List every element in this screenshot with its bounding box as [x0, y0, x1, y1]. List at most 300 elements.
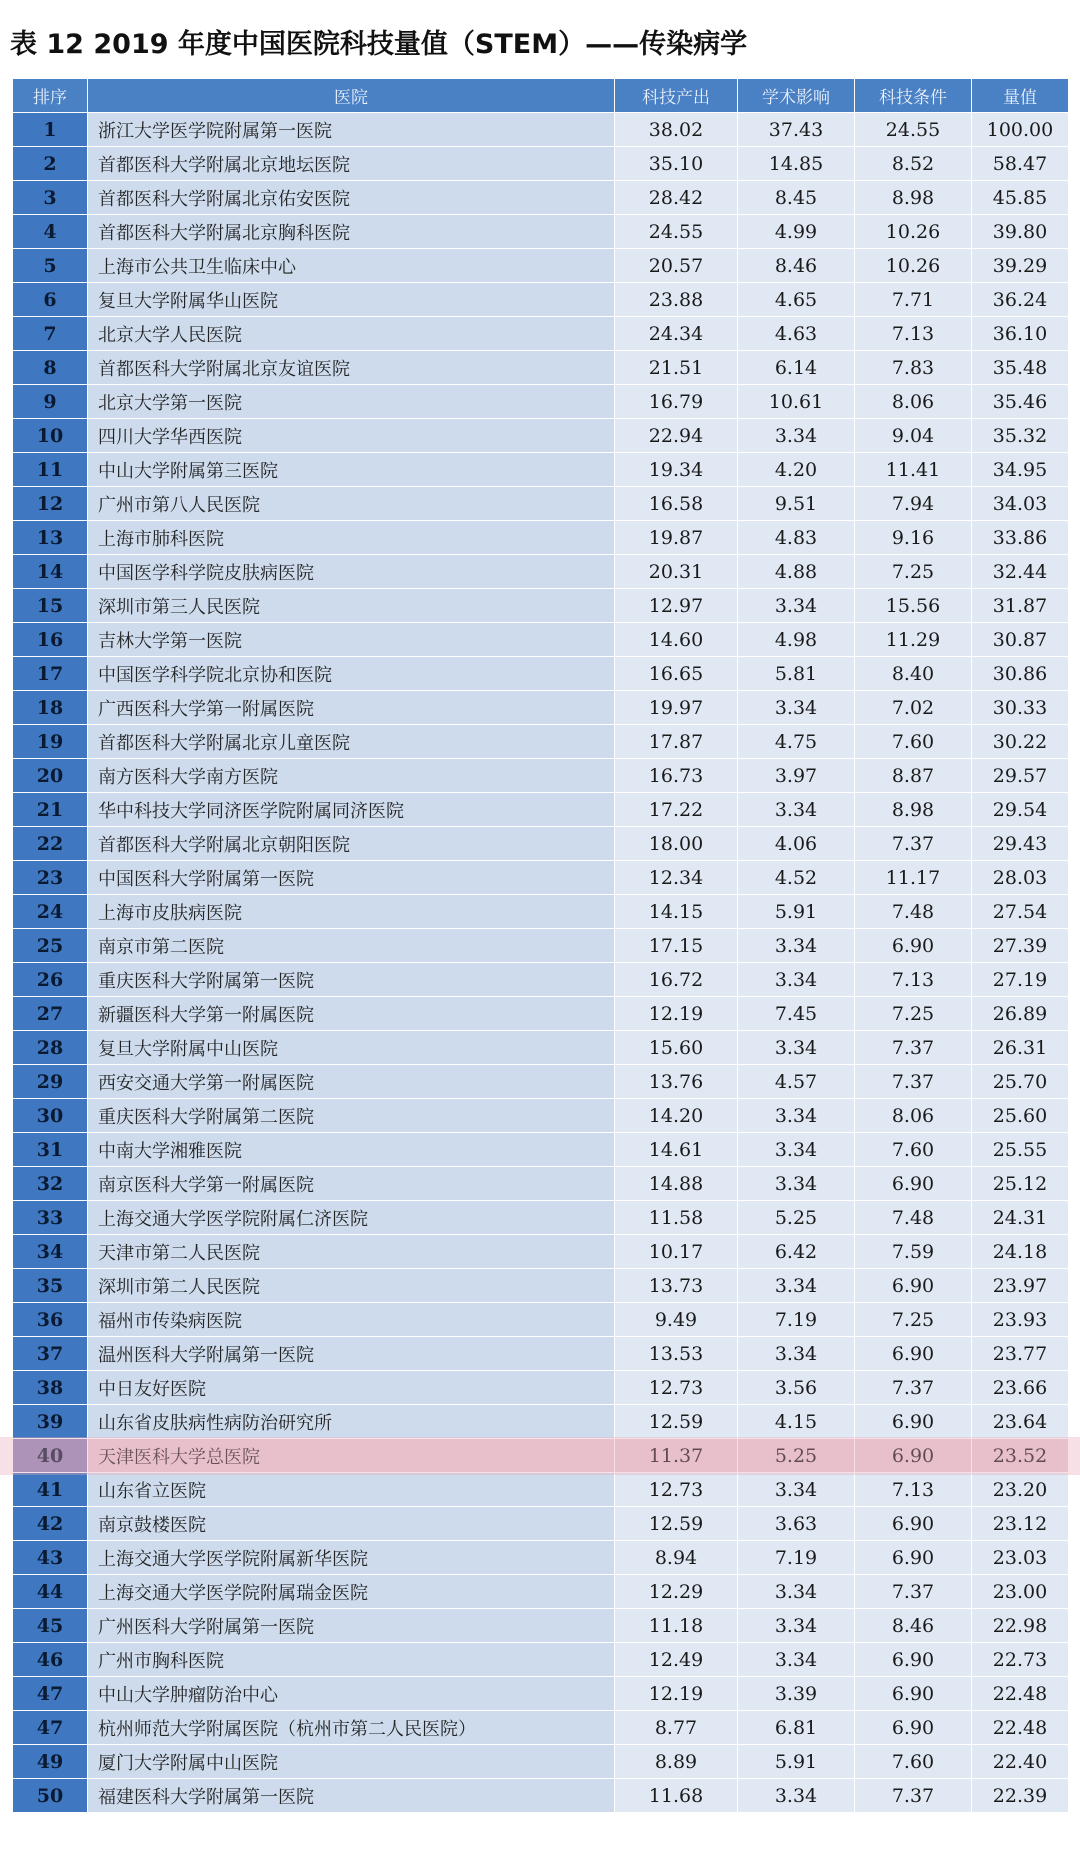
hospital-name-cell: 首都医科大学附属北京友谊医院	[88, 351, 615, 385]
output-cell: 13.76	[615, 1065, 738, 1099]
influence-cell: 4.99	[738, 215, 855, 249]
output-cell: 8.94	[615, 1541, 738, 1575]
hospital-name-cell: 上海交通大学医学院附属瑞金医院	[88, 1575, 615, 1609]
conditions-cell: 9.04	[855, 419, 972, 453]
output-cell: 24.34	[615, 317, 738, 351]
hospital-name-cell: 广州医科大学附属第一医院	[88, 1609, 615, 1643]
value-cell: 34.95	[972, 453, 1069, 487]
hospital-name-cell: 华中科技大学同济医学院附属同济医院	[88, 793, 615, 827]
rank-cell: 35	[13, 1269, 88, 1303]
table-row	[13, 283, 1069, 317]
rank-cell: 5	[13, 249, 88, 283]
influence-cell: 3.97	[738, 759, 855, 793]
hospital-name-cell: 上海交通大学医学院附属仁济医院	[88, 1201, 615, 1235]
conditions-cell: 7.37	[855, 827, 972, 861]
table-header-row	[13, 79, 1069, 113]
output-cell: 20.31	[615, 555, 738, 589]
value-cell: 23.97	[972, 1269, 1069, 1303]
conditions-cell: 6.90	[855, 1677, 972, 1711]
value-cell: 23.93	[972, 1303, 1069, 1337]
hospital-name-cell: 南京市第二医院	[88, 929, 615, 963]
table-row	[13, 725, 1069, 759]
table-row	[13, 963, 1069, 997]
rank-cell: 39	[13, 1405, 88, 1439]
influence-cell: 8.46	[738, 249, 855, 283]
influence-cell: 4.20	[738, 453, 855, 487]
ranking-table-container	[12, 78, 1068, 1813]
table-row	[13, 1099, 1069, 1133]
rank-cell: 30	[13, 1099, 88, 1133]
conditions-cell: 24.55	[855, 113, 972, 147]
header-output: 科技产出	[615, 79, 738, 113]
influence-cell: 6.14	[738, 351, 855, 385]
influence-cell: 3.34	[738, 1269, 855, 1303]
rank-cell: 33	[13, 1201, 88, 1235]
rank-cell: 15	[13, 589, 88, 623]
hospital-name-cell: 山东省皮肤病性病防治研究所	[88, 1405, 615, 1439]
rank-cell: 45	[13, 1609, 88, 1643]
rank-cell: 2	[13, 147, 88, 181]
hospital-name-cell: 新疆医科大学第一附属医院	[88, 997, 615, 1031]
conditions-cell: 6.90	[855, 1405, 972, 1439]
value-cell: 24.31	[972, 1201, 1069, 1235]
conditions-cell: 7.37	[855, 1065, 972, 1099]
conditions-cell: 6.90	[855, 1643, 972, 1677]
value-cell: 22.48	[972, 1677, 1069, 1711]
hospital-name-cell: 温州医科大学附属第一医院	[88, 1337, 615, 1371]
output-cell: 14.60	[615, 623, 738, 657]
output-cell: 12.49	[615, 1643, 738, 1677]
influence-cell: 14.85	[738, 147, 855, 181]
rank-cell: 50	[13, 1779, 88, 1813]
rank-cell: 43	[13, 1541, 88, 1575]
conditions-cell: 7.02	[855, 691, 972, 725]
table-row	[13, 1405, 1069, 1439]
value-cell: 35.46	[972, 385, 1069, 419]
table-row	[13, 215, 1069, 249]
rank-cell: 41	[13, 1473, 88, 1507]
hospital-name-cell: 首都医科大学附属北京佑安医院	[88, 181, 615, 215]
value-cell: 58.47	[972, 147, 1069, 181]
rank-cell: 16	[13, 623, 88, 657]
conditions-cell: 7.37	[855, 1031, 972, 1065]
table-row	[13, 1269, 1069, 1303]
hospital-name-cell: 浙江大学医学院附属第一医院	[88, 113, 615, 147]
conditions-cell: 7.60	[855, 1745, 972, 1779]
output-cell: 16.72	[615, 963, 738, 997]
hospital-name-cell: 北京大学人民医院	[88, 317, 615, 351]
rank-cell: 20	[13, 759, 88, 793]
hospital-name-cell: 中国医科大学附属第一医院	[88, 861, 615, 895]
conditions-cell: 8.87	[855, 759, 972, 793]
table-row	[13, 181, 1069, 215]
value-cell: 22.98	[972, 1609, 1069, 1643]
hospital-name-cell: 福建医科大学附属第一医院	[88, 1779, 615, 1813]
table-row	[13, 1745, 1069, 1779]
hospital-name-cell: 中国医学科学院北京协和医院	[88, 657, 615, 691]
value-cell: 24.18	[972, 1235, 1069, 1269]
rank-cell: 34	[13, 1235, 88, 1269]
rank-cell: 24	[13, 895, 88, 929]
influence-cell: 3.34	[738, 589, 855, 623]
influence-cell: 3.34	[738, 1473, 855, 1507]
influence-cell: 9.51	[738, 487, 855, 521]
output-cell: 12.29	[615, 1575, 738, 1609]
output-cell: 19.97	[615, 691, 738, 725]
output-cell: 23.88	[615, 283, 738, 317]
value-cell: 34.03	[972, 487, 1069, 521]
rank-cell: 27	[13, 997, 88, 1031]
output-cell: 14.61	[615, 1133, 738, 1167]
conditions-cell: 7.37	[855, 1575, 972, 1609]
table-row	[13, 691, 1069, 725]
rank-cell: 38	[13, 1371, 88, 1405]
conditions-cell: 7.37	[855, 1371, 972, 1405]
rank-cell: 9	[13, 385, 88, 419]
hospital-name-cell: 首都医科大学附属北京儿童医院	[88, 725, 615, 759]
output-cell: 18.00	[615, 827, 738, 861]
conditions-cell: 8.46	[855, 1609, 972, 1643]
influence-cell: 6.81	[738, 1711, 855, 1745]
hospital-name-cell: 南京鼓楼医院	[88, 1507, 615, 1541]
rank-cell: 1	[13, 113, 88, 147]
rank-cell: 13	[13, 521, 88, 555]
conditions-cell: 11.17	[855, 861, 972, 895]
table-body	[13, 113, 1069, 1813]
rank-cell: 36	[13, 1303, 88, 1337]
conditions-cell: 7.25	[855, 997, 972, 1031]
hospital-name-cell: 中山大学附属第三医院	[88, 453, 615, 487]
influence-cell: 5.91	[738, 895, 855, 929]
hospital-name-cell: 吉林大学第一医院	[88, 623, 615, 657]
influence-cell: 5.81	[738, 657, 855, 691]
conditions-cell: 7.48	[855, 895, 972, 929]
table-row	[13, 1507, 1069, 1541]
influence-cell: 4.65	[738, 283, 855, 317]
conditions-cell: 7.94	[855, 487, 972, 521]
conditions-cell: 8.98	[855, 181, 972, 215]
output-cell: 15.60	[615, 1031, 738, 1065]
table-row	[13, 1541, 1069, 1575]
value-cell: 22.40	[972, 1745, 1069, 1779]
output-cell: 19.34	[615, 453, 738, 487]
conditions-cell: 7.37	[855, 1779, 972, 1813]
output-cell: 20.57	[615, 249, 738, 283]
value-cell: 25.12	[972, 1167, 1069, 1201]
output-cell: 8.89	[615, 1745, 738, 1779]
hospital-name-cell: 复旦大学附属中山医院	[88, 1031, 615, 1065]
ranking-table	[12, 78, 1069, 1813]
table-row	[13, 555, 1069, 589]
influence-cell: 7.19	[738, 1541, 855, 1575]
influence-cell: 6.42	[738, 1235, 855, 1269]
rank-cell: 37	[13, 1337, 88, 1371]
value-cell: 31.87	[972, 589, 1069, 623]
influence-cell: 3.34	[738, 1099, 855, 1133]
rank-cell: 29	[13, 1065, 88, 1099]
hospital-name-cell: 南方医科大学南方医院	[88, 759, 615, 793]
influence-cell: 4.15	[738, 1405, 855, 1439]
rank-cell: 47	[13, 1677, 88, 1711]
influence-cell: 3.34	[738, 1779, 855, 1813]
output-cell: 12.59	[615, 1507, 738, 1541]
hospital-name-cell: 四川大学华西医院	[88, 419, 615, 453]
influence-cell: 3.34	[738, 963, 855, 997]
conditions-cell: 7.48	[855, 1201, 972, 1235]
value-cell: 26.31	[972, 1031, 1069, 1065]
table-row	[13, 1677, 1069, 1711]
hospital-name-cell: 中山大学肿瘤防治中心	[88, 1677, 615, 1711]
output-cell: 14.20	[615, 1099, 738, 1133]
output-cell: 10.17	[615, 1235, 738, 1269]
value-cell: 25.70	[972, 1065, 1069, 1099]
value-cell: 36.10	[972, 317, 1069, 351]
conditions-cell: 10.26	[855, 249, 972, 283]
table-row	[13, 793, 1069, 827]
conditions-cell: 8.98	[855, 793, 972, 827]
influence-cell: 7.45	[738, 997, 855, 1031]
table-row	[13, 113, 1069, 147]
hospital-name-cell: 上海市公共卫生临床中心	[88, 249, 615, 283]
influence-cell: 3.34	[738, 1643, 855, 1677]
conditions-cell: 15.56	[855, 589, 972, 623]
influence-cell: 3.34	[738, 929, 855, 963]
value-cell: 29.57	[972, 759, 1069, 793]
conditions-cell: 7.13	[855, 1473, 972, 1507]
value-cell: 27.54	[972, 895, 1069, 929]
table-row	[13, 1031, 1069, 1065]
hospital-name-cell: 复旦大学附属华山医院	[88, 283, 615, 317]
output-cell: 38.02	[615, 113, 738, 147]
rank-cell: 47	[13, 1711, 88, 1745]
value-cell: 30.22	[972, 725, 1069, 759]
influence-cell: 3.34	[738, 1609, 855, 1643]
table-row	[13, 317, 1069, 351]
hospital-name-cell: 首都医科大学附属北京胸科医院	[88, 215, 615, 249]
output-cell: 12.19	[615, 1677, 738, 1711]
output-cell: 17.15	[615, 929, 738, 963]
table-row	[13, 1575, 1069, 1609]
value-cell: 23.03	[972, 1541, 1069, 1575]
conditions-cell: 6.90	[855, 1507, 972, 1541]
table-row	[13, 521, 1069, 555]
value-cell: 100.00	[972, 113, 1069, 147]
hospital-name-cell: 南京医科大学第一附属医院	[88, 1167, 615, 1201]
value-cell: 23.77	[972, 1337, 1069, 1371]
output-cell: 17.87	[615, 725, 738, 759]
rank-cell: 26	[13, 963, 88, 997]
influence-cell: 3.63	[738, 1507, 855, 1541]
value-cell: 28.03	[972, 861, 1069, 895]
conditions-cell: 8.06	[855, 385, 972, 419]
header-value: 量值	[972, 79, 1069, 113]
conditions-cell: 6.90	[855, 1439, 972, 1473]
table-row	[13, 1711, 1069, 1745]
hospital-name-cell: 首都医科大学附属北京地坛医院	[88, 147, 615, 181]
influence-cell: 4.75	[738, 725, 855, 759]
rank-cell: 14	[13, 555, 88, 589]
table-row	[13, 419, 1069, 453]
output-cell: 8.77	[615, 1711, 738, 1745]
influence-cell: 4.57	[738, 1065, 855, 1099]
output-cell: 11.37	[615, 1439, 738, 1473]
value-cell: 23.52	[972, 1439, 1069, 1473]
rank-cell: 18	[13, 691, 88, 725]
conditions-cell: 8.40	[855, 657, 972, 691]
value-cell: 22.39	[972, 1779, 1069, 1813]
table-row	[13, 1473, 1069, 1507]
conditions-cell: 6.90	[855, 1541, 972, 1575]
conditions-cell: 6.90	[855, 1167, 972, 1201]
influence-cell: 4.63	[738, 317, 855, 351]
value-cell: 45.85	[972, 181, 1069, 215]
conditions-cell: 10.26	[855, 215, 972, 249]
rank-cell: 21	[13, 793, 88, 827]
table-row	[13, 589, 1069, 623]
table-row	[13, 249, 1069, 283]
table-row	[13, 1337, 1069, 1371]
conditions-cell: 6.90	[855, 929, 972, 963]
output-cell: 35.10	[615, 147, 738, 181]
output-cell: 14.88	[615, 1167, 738, 1201]
value-cell: 23.12	[972, 1507, 1069, 1541]
hospital-name-cell: 重庆医科大学附属第一医院	[88, 963, 615, 997]
value-cell: 35.32	[972, 419, 1069, 453]
hospital-name-cell: 山东省立医院	[88, 1473, 615, 1507]
table-row	[13, 1609, 1069, 1643]
hospital-name-cell: 西安交通大学第一附属医院	[88, 1065, 615, 1099]
hospital-name-cell: 首都医科大学附属北京朝阳医院	[88, 827, 615, 861]
header-hospital: 医院	[88, 79, 615, 113]
influence-cell: 3.34	[738, 1337, 855, 1371]
output-cell: 16.58	[615, 487, 738, 521]
hospital-name-cell: 中国医学科学院皮肤病医院	[88, 555, 615, 589]
rank-cell: 22	[13, 827, 88, 861]
value-cell: 23.66	[972, 1371, 1069, 1405]
rank-cell: 28	[13, 1031, 88, 1065]
influence-cell: 8.45	[738, 181, 855, 215]
influence-cell: 10.61	[738, 385, 855, 419]
hospital-name-cell: 中日友好医院	[88, 1371, 615, 1405]
hospital-name-cell: 天津市第二人民医院	[88, 1235, 615, 1269]
output-cell: 11.18	[615, 1609, 738, 1643]
table-row	[13, 1235, 1069, 1269]
conditions-cell: 7.25	[855, 1303, 972, 1337]
hospital-name-cell: 厦门大学附属中山医院	[88, 1745, 615, 1779]
conditions-cell: 7.13	[855, 317, 972, 351]
header-conditions: 科技条件	[855, 79, 972, 113]
output-cell: 12.34	[615, 861, 738, 895]
value-cell: 27.19	[972, 963, 1069, 997]
table-row	[13, 623, 1069, 657]
rank-cell: 40	[13, 1439, 88, 1473]
output-cell: 13.73	[615, 1269, 738, 1303]
rank-cell: 25	[13, 929, 88, 963]
output-cell: 14.15	[615, 895, 738, 929]
conditions-cell: 8.06	[855, 1099, 972, 1133]
table-row	[13, 1065, 1069, 1099]
conditions-cell: 7.83	[855, 351, 972, 385]
hospital-name-cell: 广州市第八人民医院	[88, 487, 615, 521]
rank-cell: 19	[13, 725, 88, 759]
rank-cell: 11	[13, 453, 88, 487]
influence-cell: 4.98	[738, 623, 855, 657]
table-row	[13, 895, 1069, 929]
output-cell: 11.58	[615, 1201, 738, 1235]
conditions-cell: 6.90	[855, 1337, 972, 1371]
table-row	[13, 827, 1069, 861]
influence-cell: 4.83	[738, 521, 855, 555]
table-row	[13, 997, 1069, 1031]
influence-cell: 3.34	[738, 1031, 855, 1065]
hospital-name-cell: 中南大学湘雅医院	[88, 1133, 615, 1167]
rank-cell: 17	[13, 657, 88, 691]
value-cell: 22.73	[972, 1643, 1069, 1677]
influence-cell: 4.88	[738, 555, 855, 589]
value-cell: 26.89	[972, 997, 1069, 1031]
rank-cell: 12	[13, 487, 88, 521]
hospital-name-cell: 上海交通大学医学院附属新华医院	[88, 1541, 615, 1575]
value-cell: 39.80	[972, 215, 1069, 249]
influence-cell: 3.56	[738, 1371, 855, 1405]
output-cell: 16.79	[615, 385, 738, 419]
table-row	[13, 351, 1069, 385]
hospital-name-cell: 上海市肺科医院	[88, 521, 615, 555]
value-cell: 30.33	[972, 691, 1069, 725]
table-title: 表 12 2019 年度中国医院科技量值（STEM）——传染病学	[10, 29, 748, 60]
output-cell: 12.97	[615, 589, 738, 623]
table-row	[13, 385, 1069, 419]
rank-cell: 44	[13, 1575, 88, 1609]
output-cell: 16.73	[615, 759, 738, 793]
table-row	[13, 1201, 1069, 1235]
value-cell: 25.60	[972, 1099, 1069, 1133]
table-row	[13, 1779, 1069, 1813]
rank-cell: 42	[13, 1507, 88, 1541]
hospital-name-cell: 深圳市第三人民医院	[88, 589, 615, 623]
table-row	[13, 1133, 1069, 1167]
rank-cell: 7	[13, 317, 88, 351]
conditions-cell: 7.71	[855, 283, 972, 317]
influence-cell: 3.39	[738, 1677, 855, 1711]
value-cell: 23.64	[972, 1405, 1069, 1439]
value-cell: 35.48	[972, 351, 1069, 385]
header-rank: 排序	[13, 79, 88, 113]
conditions-cell: 7.59	[855, 1235, 972, 1269]
conditions-cell: 7.60	[855, 1133, 972, 1167]
value-cell: 25.55	[972, 1133, 1069, 1167]
influence-cell: 37.43	[738, 113, 855, 147]
rank-cell: 32	[13, 1167, 88, 1201]
value-cell: 29.54	[972, 793, 1069, 827]
value-cell: 23.00	[972, 1575, 1069, 1609]
influence-cell: 3.34	[738, 419, 855, 453]
value-cell: 30.87	[972, 623, 1069, 657]
output-cell: 16.65	[615, 657, 738, 691]
table-row	[13, 759, 1069, 793]
influence-cell: 5.25	[738, 1439, 855, 1473]
output-cell: 17.22	[615, 793, 738, 827]
table-row	[13, 1371, 1069, 1405]
rank-cell: 4	[13, 215, 88, 249]
value-cell: 39.29	[972, 249, 1069, 283]
output-cell: 13.53	[615, 1337, 738, 1371]
influence-cell: 7.19	[738, 1303, 855, 1337]
table-row	[13, 657, 1069, 691]
influence-cell: 3.34	[738, 691, 855, 725]
output-cell: 9.49	[615, 1303, 738, 1337]
hospital-name-cell: 重庆医科大学附属第二医院	[88, 1099, 615, 1133]
